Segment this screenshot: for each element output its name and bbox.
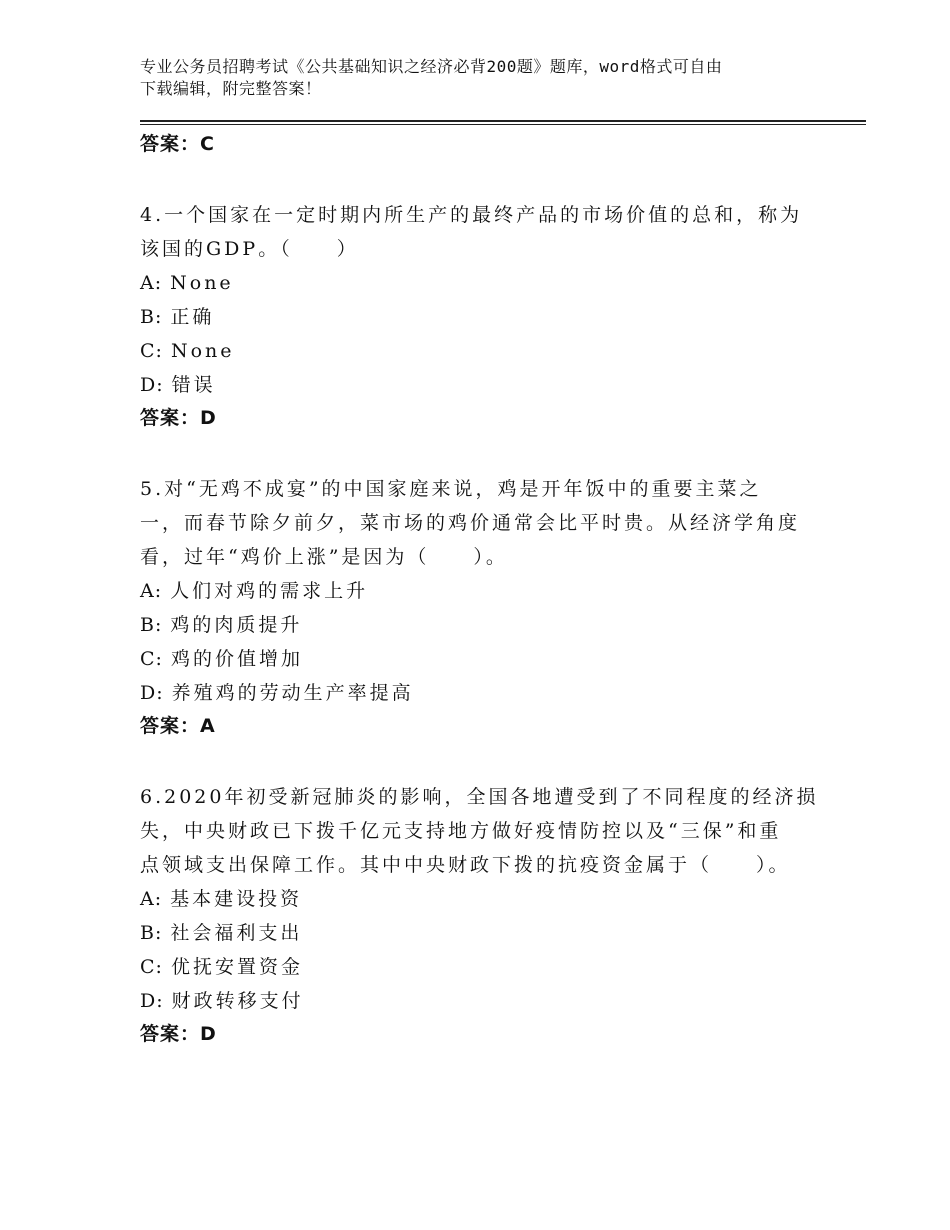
question-block — [140, 780, 820, 1048]
option-text: 正确 — [170, 306, 215, 328]
questions-container — [140, 198, 820, 1048]
answer-option — [140, 950, 820, 984]
answer-option — [140, 984, 820, 1018]
answer-option — [140, 574, 820, 608]
question-stem-line: 看，过年“鸡价上涨”是因为（ ）。 — [140, 546, 508, 568]
option-label: D: — [140, 374, 164, 396]
option-text: 财政转移支付 — [171, 990, 304, 1012]
option-text: 社会福利支出 — [170, 922, 303, 944]
previous-answer: 答案：C — [140, 133, 215, 155]
answer-key: 答案：A — [140, 715, 216, 737]
answer-option — [140, 368, 820, 402]
answer-option — [140, 882, 820, 916]
question-block — [140, 472, 820, 740]
answer-key: 答案：D — [140, 407, 217, 429]
page-header — [140, 56, 820, 100]
option-text: 鸡的肉质提升 — [170, 614, 303, 636]
question-block — [140, 198, 820, 432]
header-line-1: 专业公务员招聘考试《公共基础知识之经济必背200题》题库，word格式可自由 — [140, 57, 723, 76]
option-label: B: — [140, 306, 163, 328]
option-text: 优抚安置资金 — [170, 956, 303, 978]
option-label: C: — [140, 648, 163, 670]
option-text: 基本建设投资 — [170, 888, 303, 910]
question-stem-line: 5.对“无鸡不成宴”的中国家庭来说，鸡是开年饭中的重要主菜之 — [140, 478, 762, 500]
answer-option — [140, 642, 820, 676]
question-list — [140, 130, 820, 1048]
option-label: A: — [140, 580, 163, 602]
question-stem-line: 一，而春节除夕前夕，菜市场的鸡价通常会比平时贵。从经济学角度 — [140, 512, 801, 534]
question-stem-line: 4.一个国家在一定时期内所生产的最终产品的市场价值的总和，称为 — [140, 204, 803, 226]
option-label: C: — [140, 340, 163, 362]
answer-option — [140, 608, 820, 642]
option-text: 错误 — [171, 374, 216, 396]
option-label: B: — [140, 614, 163, 636]
option-text: None — [170, 272, 234, 294]
option-label: B: — [140, 922, 163, 944]
question-stem-line: 该国的GDP。（ ） — [140, 238, 359, 260]
question-stem-line: 点领域支出保障工作。其中中央财政下拨的抗疫资金属于（ ）。 — [140, 854, 791, 876]
option-label: D: — [140, 682, 164, 704]
answer-key: 答案：D — [140, 1023, 217, 1045]
question-stem-line: 失，中央财政已下拨千亿元支持地方做好疫情防控以及“三保”和重 — [140, 820, 782, 842]
option-text: None — [170, 340, 235, 362]
header-divider — [140, 120, 866, 125]
answer-option — [140, 676, 820, 710]
answer-option — [140, 334, 820, 368]
option-text: 养殖鸡的劳动生产率提高 — [171, 682, 414, 704]
header-line-2: 下载编辑，附完整答案！ — [140, 79, 322, 98]
answer-option — [140, 266, 820, 300]
option-label: C: — [140, 956, 163, 978]
option-label: D: — [140, 990, 164, 1012]
option-text: 人们对鸡的需求上升 — [170, 580, 369, 602]
option-label: A: — [140, 888, 163, 910]
answer-option — [140, 916, 820, 950]
question-stem-line: 6.2020年初受新冠肺炎的影响，全国各地遭受到了不同程度的经济损 — [140, 786, 819, 808]
answer-option — [140, 300, 820, 334]
option-text: 鸡的价值增加 — [170, 648, 303, 670]
option-label: A: — [140, 272, 163, 294]
